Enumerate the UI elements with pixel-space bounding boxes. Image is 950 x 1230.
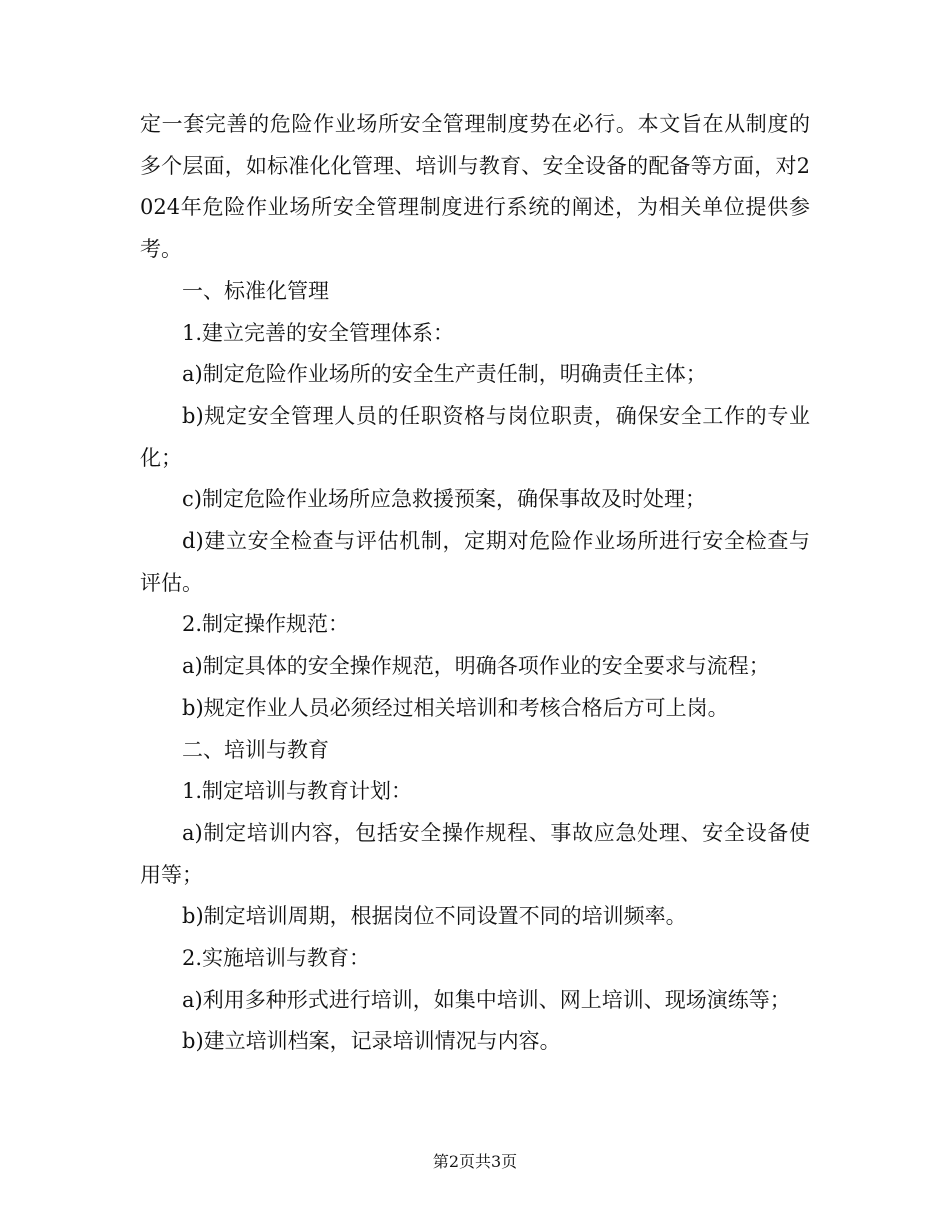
paragraph: 定一套完善的危险作业场所安全管理制度势在必行。本文旨在从制度的多个层面，如标准化化管理、培训与教育、安全设备的配备等方面，对2024年危险作业场所安全管理制度进行系统的阐述，为相关单位提供参考。 — [140, 112, 810, 262]
list-item: a)利用多种形式进行培训，如集中培训、网上培训、现场演练等； — [182, 987, 791, 1012]
list-item: a)制定具体的安全操作规范，明确各项作业的安全要求与流程； — [182, 654, 770, 679]
subsection-heading: 2.实施培训与教育： — [182, 946, 371, 971]
subsection-heading: 2.制定操作规范： — [182, 612, 350, 637]
subsection-heading: 1.建立完善的安全管理体系： — [182, 320, 455, 345]
list-item: b)规定作业人员必须经过相关培训和考核合格后方可上岗。 — [182, 695, 729, 720]
section-heading: 二、培训与教育 — [182, 737, 329, 762]
document-body — [140, 104, 810, 1063]
list-item: d)建立安全检查与评估机制，定期对危险作业场所进行安全检查与评估。 — [140, 529, 810, 595]
subsection-heading: 1.制定培训与教育计划： — [182, 779, 413, 804]
page-number-footer: 第2页共3页 — [432, 1152, 518, 1171]
list-item: a)制定危险作业场所的安全生产责任制，明确责任主体； — [182, 362, 707, 387]
section-heading: 一、标准化管理 — [182, 278, 329, 303]
list-item: b)制定培训周期，根据岗位不同设置不同的培训频率。 — [182, 904, 687, 929]
list-item: a)制定培训内容，包括安全操作规程、事故应急处理、安全设备使用等； — [140, 820, 810, 887]
list-item: b)建立培训档案，记录培训情况与内容。 — [182, 1029, 561, 1054]
list-item: c)制定危险作业场所应急救援预案，确保事故及时处理； — [182, 487, 706, 512]
list-item: b)规定安全管理人员的任职资格与岗位职责，确保安全工作的专业化； — [140, 403, 810, 470]
